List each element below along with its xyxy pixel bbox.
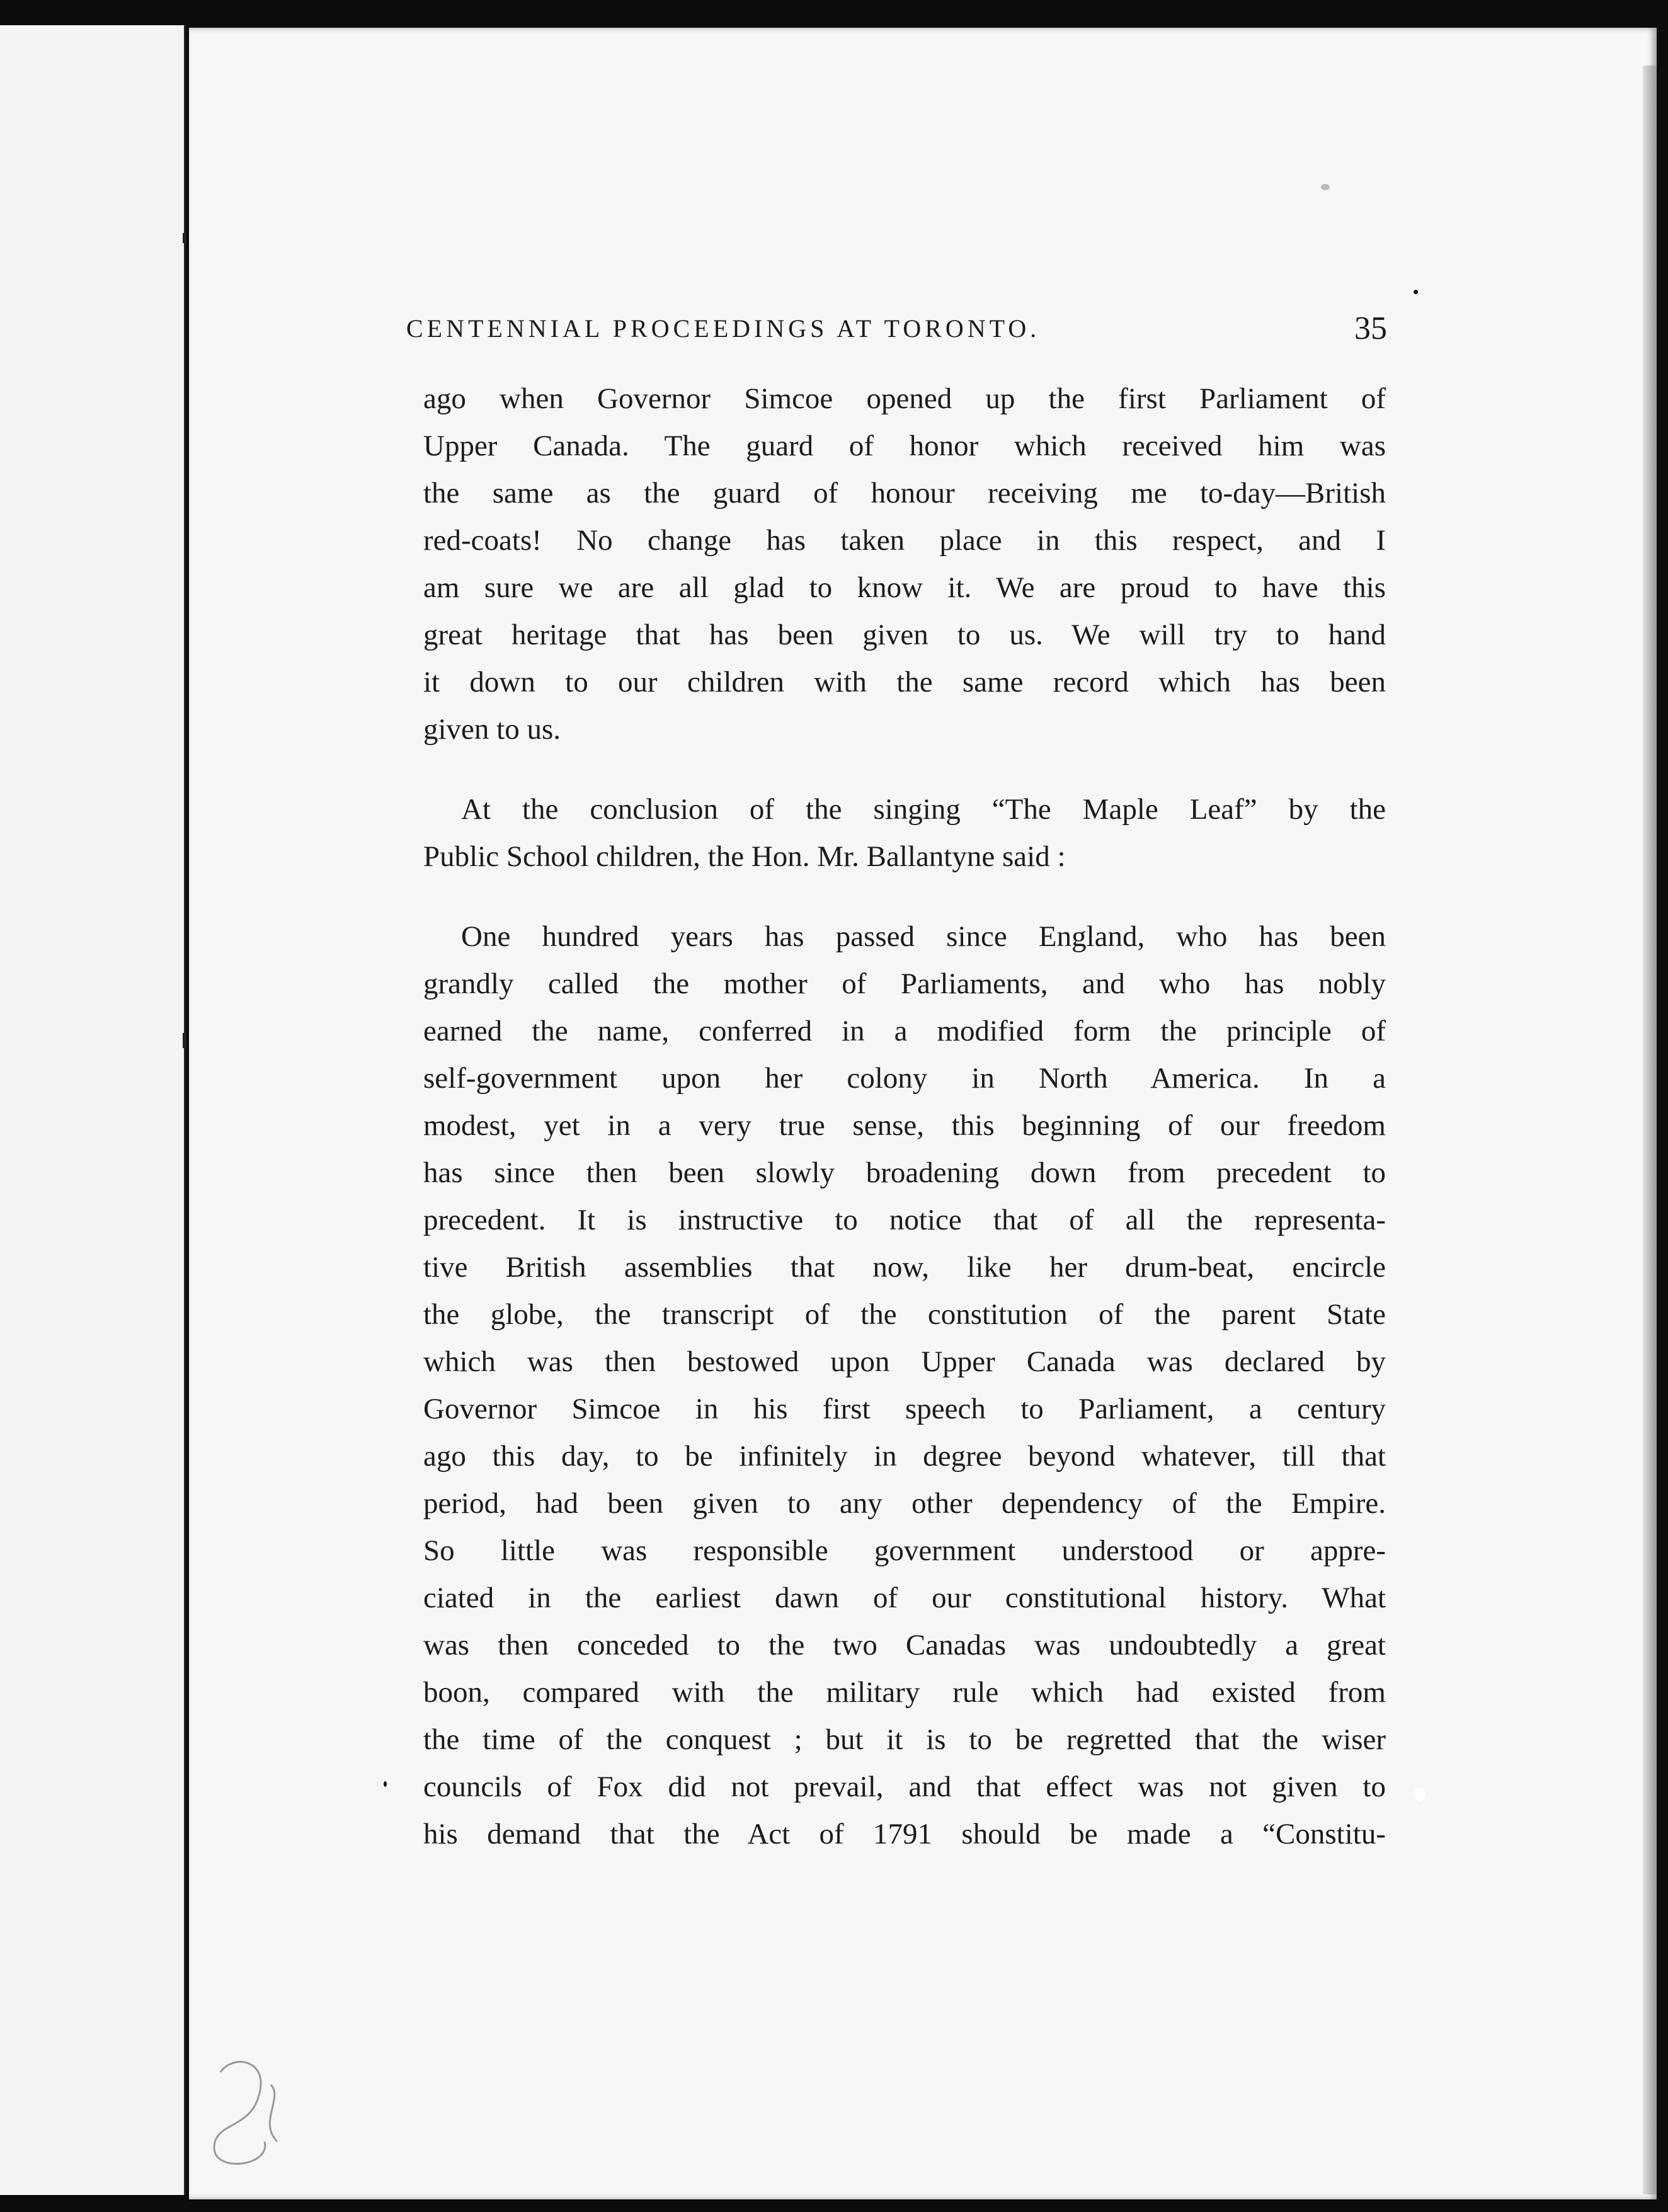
text-line: great heritage that has been given to us. We will try to hand: [423, 619, 1386, 651]
scan-speck: [1414, 290, 1418, 294]
text-line: grandly called the mother of Parliaments, and who has nobly: [423, 967, 1386, 1000]
text-line: the same as the guard of honour receiving me to-day—British: [423, 477, 1386, 510]
paragraph: [423, 375, 1386, 753]
text-line: the time of the conquest ; but it is to be regretted that the wiser: [423, 1723, 1386, 1756]
text-line: was then conceded to the two Canadas was undoubtedly a great: [423, 1629, 1386, 1662]
text-line: red-coats! No change has taken place in this respect, and I: [423, 524, 1386, 557]
text-line: self-government upon her colony in North America. In a: [423, 1062, 1386, 1095]
text-line: councils of Fox did not prevail, and that effect was not given to: [423, 1770, 1386, 1803]
text-line: which was then bestowed upon Upper Canada was declared by: [423, 1345, 1386, 1378]
body-text: [423, 375, 1386, 1858]
text-line: One hundred years has passed since England, who has been: [461, 920, 1386, 953]
paragraph-gap: [423, 753, 1386, 786]
paragraph: [423, 786, 1386, 881]
page-number: 35: [1354, 311, 1387, 346]
margin-scribble: [195, 2047, 315, 2179]
previous-page-edge: [0, 25, 186, 2195]
text-line: modest, yet in a very true sense, this beginning of our freedom: [423, 1109, 1386, 1142]
scan-speck: [1321, 184, 1330, 190]
text-line: his demand that the Act of 1791 should be made a “Constitu-: [423, 1818, 1386, 1850]
text-line: period, had been given to any other dependency of the Empire.: [423, 1487, 1386, 1520]
text-line: Public School children, the Hon. Mr. Ballantyne said :: [423, 840, 1066, 873]
text-line: Upper Canada. The guard of honor which received him was: [423, 430, 1386, 462]
running-title: CENTENNIAL PROCEEDINGS AT TORONTO.: [406, 314, 1041, 343]
page-fold-shadow: [1643, 66, 1657, 2194]
text-line: given to us.: [423, 713, 561, 746]
text-line: boon, compared with the military rule which had existed from: [423, 1676, 1386, 1709]
text-line: ciated in the earliest dawn of our constitutional history. What: [423, 1582, 1386, 1614]
text-line: tive British assemblies that now, like her drum-beat, encircle: [423, 1251, 1386, 1284]
scan-speck: [1414, 1787, 1425, 1801]
text-line: it down to our children with the same record which has been: [423, 666, 1386, 698]
paragraph: [423, 913, 1386, 1858]
text-line: am sure we are all glad to know it. We are proud to have this: [423, 571, 1386, 604]
text-line: ago when Governor Simcoe opened up the first Parliament of: [423, 382, 1386, 415]
gutter-mark: [183, 1033, 186, 1048]
text-line: Governor Simcoe in his first speech to Parliament, a century: [423, 1393, 1386, 1425]
text-line: precedent. It is instructive to notice that of all the representa-: [423, 1204, 1386, 1236]
text-line: So little was responsible government understood or appre-: [423, 1534, 1386, 1567]
scan-speck: [384, 1781, 387, 1787]
running-head: [406, 277, 1414, 346]
gutter-mark: [183, 233, 186, 243]
text-line: the globe, the transcript of the constitution of the parent State: [423, 1298, 1386, 1331]
text-line: earned the name, conferred in a modified form the principle of: [423, 1015, 1386, 1047]
text-line: ago this day, to be infinitely in degree beyond whatever, till that: [423, 1440, 1386, 1473]
text-line: At the conclusion of the singing “The Maple Leaf” by the: [461, 793, 1386, 826]
paragraph-gap: [423, 881, 1386, 913]
text-line: has since then been slowly broadening down from precedent to: [423, 1156, 1386, 1189]
